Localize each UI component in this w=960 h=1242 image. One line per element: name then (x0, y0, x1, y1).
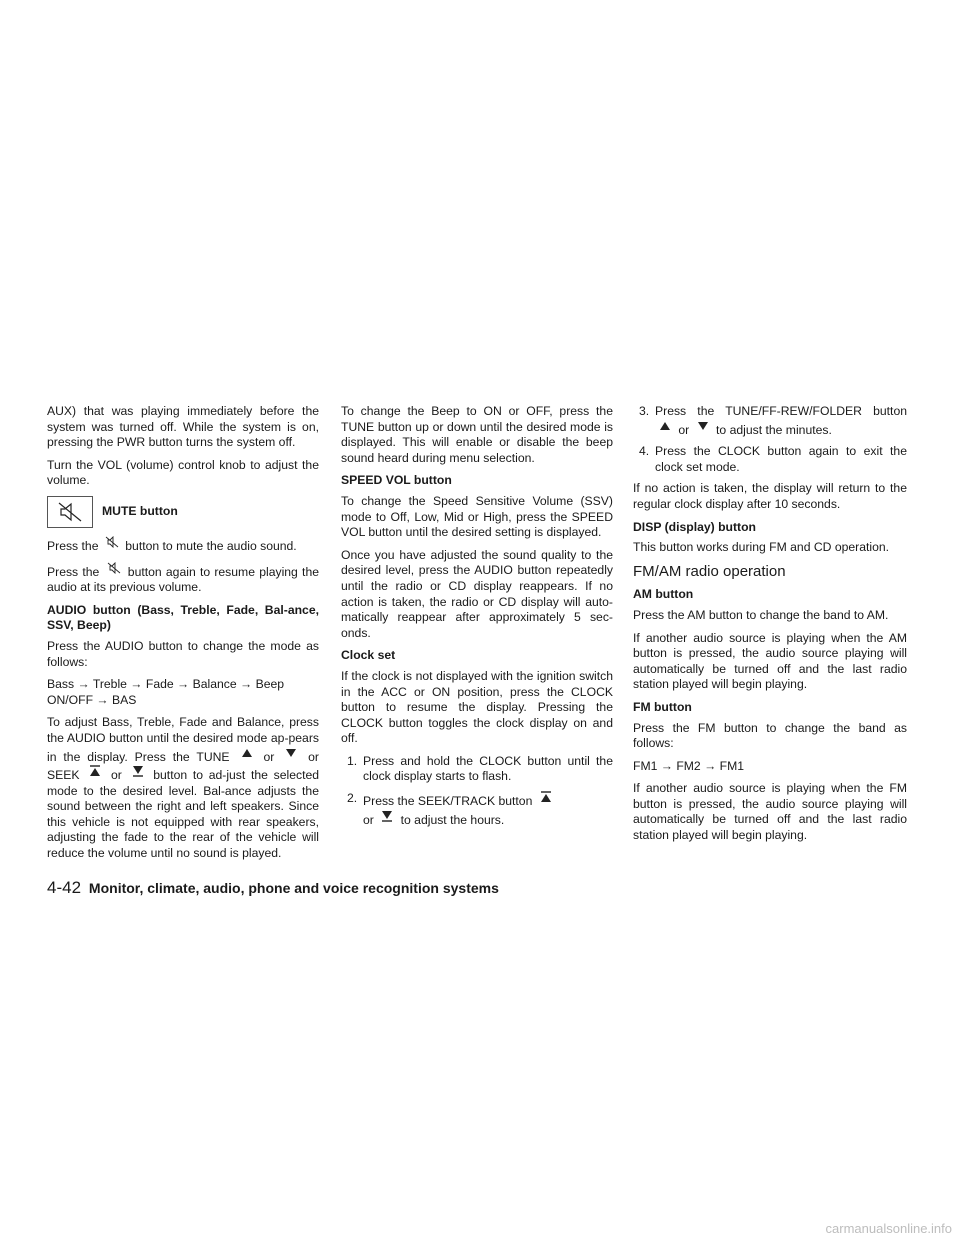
paragraph: This button works during FM and CD operation. (633, 540, 890, 555)
section-heading: AM button (633, 587, 694, 602)
down-arrow-icon (284, 747, 298, 759)
paragraph: Press the AUDIO button to change the mode as follows: (47, 638, 319, 669)
clock-steps-list (341, 754, 613, 828)
page-number: 4-42 (47, 878, 82, 897)
paragraph: Press the AM button to change the band to AM. (633, 607, 889, 622)
column-1 (47, 404, 319, 869)
section-heading: SPEED VOL button (341, 473, 452, 488)
paragraph: Once you have adjusted the sound quality to the desired level, press the AUDIO button repeatedly until the radio or CD display reappears. If no action is taken, the radio or CD display will auto-matically reappear after approximately 5 sec-onds. (341, 547, 613, 640)
paragraph: Turn the VOL (volume) control knob to adjust the volume. (47, 457, 319, 488)
section-heading: AUDIO button (Bass, Treble, Fade, Bal-ance, SSV, Beep) (47, 602, 319, 633)
mute-icon (107, 562, 121, 574)
paragraph: AUX) that was playing immediately before the system was turned off. While the system is on, pressing the PWR button turns the system off. (47, 404, 319, 450)
watermark: carmanualsonline.info (825, 1221, 952, 1236)
paragraph: If no action is taken, the display will return to the regular clock display after 10 seconds. (633, 481, 907, 511)
paragraph: If another audio source is playing when the FM button is pressed, the audio source playing will automatically be turned off and the last radio station played will begin playing. (633, 781, 907, 843)
list-item: 1. Press and hold the CLOCK button until the clock display starts to flash. (347, 753, 613, 784)
list-item: 4. Press the CLOCK button again to exit the clock set mode. (639, 444, 907, 474)
list-item: 2. Press the SEEK/TRACK button or to adjust the hours. (341, 791, 613, 828)
paragraph: To change the Speed Sensitive Volume (SSV) mode to Off, Low, Mid or High, press the SPEED VOL button until the desired setting is displayed. (341, 493, 613, 540)
paragraph: Press the button to mute the audio sound. (47, 536, 319, 555)
up-arrow-icon (658, 420, 672, 432)
section-heading: FM button (633, 699, 692, 714)
seek-up-icon (539, 791, 553, 803)
seek-up-icon (88, 765, 102, 777)
paragraph: Press the button again to resume playing the audio at its previous volume. (47, 562, 319, 596)
down-arrow-icon (696, 420, 710, 432)
paragraph: To change the Beep to ON or OFF, press the TUNE button up or down until the desired mode is displayed. This will enable or disable the beep sound heard during menu selection. (341, 404, 613, 465)
clock-steps-list-continued (633, 404, 907, 475)
chapter-title: Monitor, climate, audio, phone and voice recognition systems (88, 880, 499, 896)
section-heading: Clock set (341, 648, 396, 663)
paragraph: If the clock is not displayed with the ignition switch in the ACC or ON position, press the CLOCK button to resume the display. Pressing the CLOCK button toggles the clock display on and off. (341, 668, 613, 746)
paragraph: To adjust Bass, Treble, Fade and Balance, press the AUDIO button until the desired mode ap-pears in the display. Press the TUNE or or SEEK or button to ad-just the selected mode to the desired level. Bal-ance adjusts the sound between the right and left speakers. Since this vehicle is not equipped with rear speakers, adjusting the fade to the rear of the vehicle will reduce the volume until no sound is played. (47, 715, 320, 861)
section-title: FM/AM radio operation (633, 562, 786, 580)
paragraph: If another audio source is playing when the AM button is pressed, the audio source playing will automatically be turned off and the last radio station played will begin playing. (633, 630, 907, 692)
mute-icon (105, 536, 119, 548)
paragraph: Bass → Treble → Fade → Balance → Beep ON/OFF → BAS (47, 677, 285, 707)
seek-down-icon (131, 765, 145, 777)
up-arrow-icon (240, 747, 254, 759)
column-2 (341, 404, 613, 834)
column-3 (633, 404, 907, 851)
mute-heading: MUTE button (102, 504, 178, 519)
paragraph: Press the FM button to change the band as follows: (633, 720, 907, 751)
seek-down-icon (380, 810, 394, 822)
list-item: 3. Press the TUNE/FF-REW/FOLDER button or to adjust the minutes. (639, 404, 907, 437)
mute-icon-box (47, 496, 93, 528)
mute-heading-row (47, 496, 319, 528)
paragraph: FM1 → FM2 → FM1 (633, 758, 745, 773)
mute-icon (57, 501, 83, 523)
section-heading: DISP (display) button (633, 519, 757, 534)
page-footer (47, 878, 499, 898)
